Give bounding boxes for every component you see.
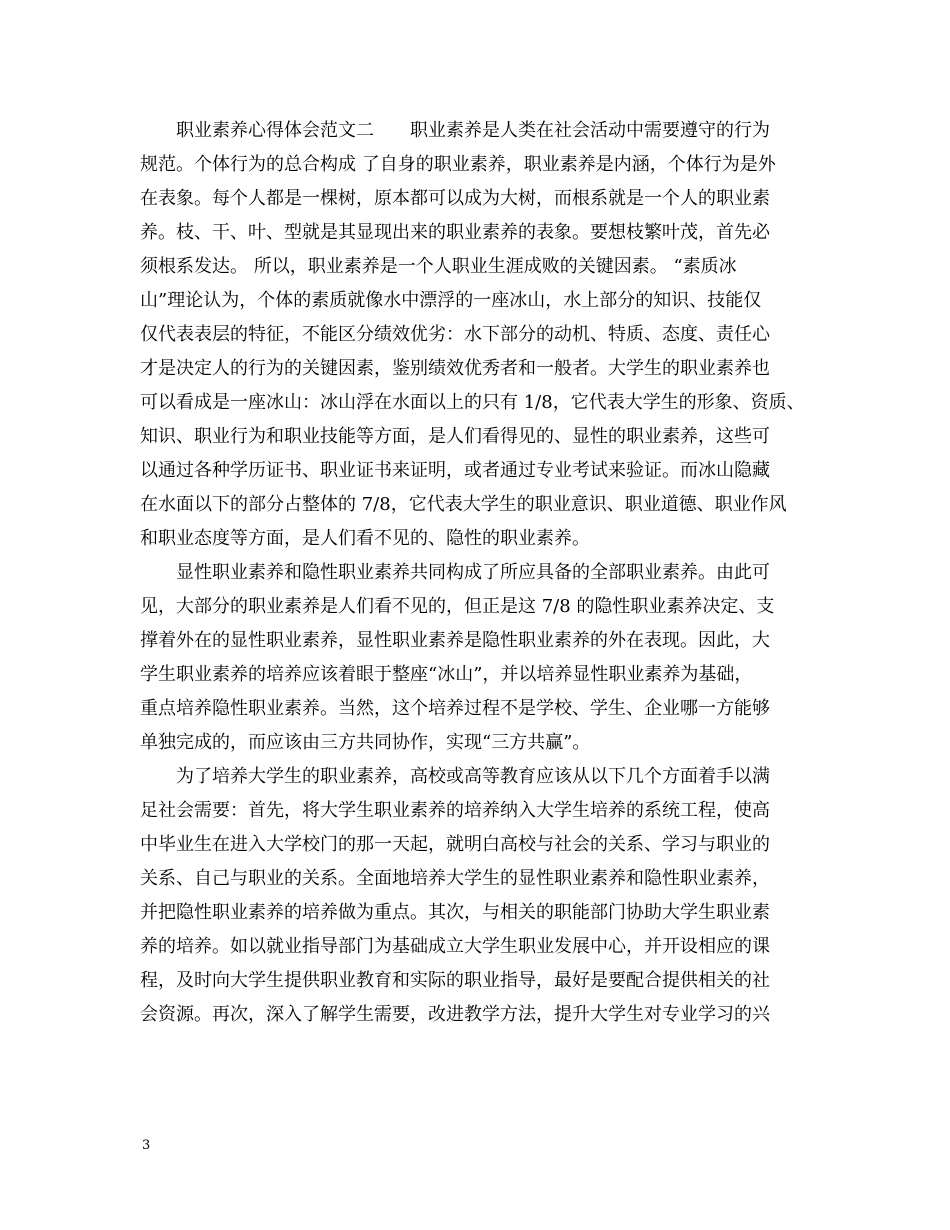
text-line: 程，及时向大学生提供职业教育和实际的职业指导，最好是要配合提供相关的社 [140,970,770,991]
text-line: 须根系发达。 所以，职业素养是一个人职业生涯成败的关键因素。 “素质冰 [140,256,737,277]
text-line: 养。枝、干、叶、型就是其显现出来的职业素养的表象。要想枝繁叶茂，首先必 [140,222,770,243]
text-line: 仅代表表层的特征，不能区分绩效优劣：水下部分的动机、特质、态度、责任心 [140,324,770,345]
text-line: 并把隐性职业素养的培养做为重点。其次，与相关的职能部门协助大学生职业素 [140,902,770,923]
text-line: 可以看成是一座冰山：冰山浮在水面以上的只有 1/8，它代表大学生的形象、资质、 [140,392,805,413]
text-line: 在水面以下的部分占整体的 7/8，它代表大学生的职业意识、职业道德、职业作风 [140,494,787,515]
text-line: 见，大部分的职业素养是人们看不见的，但正是这 7/8 的隐性职业素养决定、支 [140,596,775,617]
text-line: 会资源。再次，深入了解学生需要，改进教学方法，提升大学生对专业学习的兴 [140,1004,770,1025]
text-line: 学生职业素养的培养应该着眼于整座“冰山”，并以培养显性职业素养为基础， [140,664,753,685]
text-line: 显性职业素养和隐性职业素养共同构成了所应具备的全部职业素养。由此可 [140,562,770,583]
text-line: 和职业态度等方面，是人们看不见的、隐性的职业素养。 [140,528,590,549]
body-text [140,114,830,1032]
text-line: 规范。个体行为的总合构成 了自身的职业素养，职业素养是内涵，个体行为是外 [140,154,776,175]
text-line: 山”理论认为，个体的素质就像水中漂浮的一座冰山，水上部分的知识、技能仅 [140,290,762,311]
text-line: 足社会需要：首先，将大学生职业素养的培养纳入大学生培养的系统工程，使高 [140,800,770,821]
text-line: 中毕业生在进入大学校门的那一天起，就明白高校与社会的关系、学习与职业的 [140,834,770,855]
text-line: 单独完成的，而应该由三方共同协作，实现“三方共赢”。 [140,732,591,753]
text-line: 养的培养。如以就业指导部门为基础成立大学生职业发展中心，并开设相应的课 [140,936,770,957]
page-number: 3 [142,1138,151,1153]
text-line: 重点培养隐性职业素养。当然，这个培养过程不是学校、学生、企业哪一方能够 [140,698,770,719]
text-line: 撑着外在的显性职业素养，显性职业素养是隐性职业素养的外在表现。因此，大 [140,630,770,651]
text-line: 知识、职业行为和职业技能等方面，是人们看得见的、显性的职业素养，这些可 [140,426,770,447]
text-line: 职业素养心得体会范文二 职业素养是人类在社会活动中需要遵守的行为 [140,120,770,141]
text-line: 才是决定人的行为的关键因素，鉴别绩效优秀者和一般者。大学生的职业素养也 [140,358,770,379]
text-line: 在表象。每个人都是一棵树，原本都可以成为大树，而根系就是一个人的职业素 [140,188,770,209]
text-line: 为了培养大学生的职业素养，高校或高等教育应该从以下几个方面着手以满 [140,766,770,787]
text-line: 关系、自己与职业的关系。全面地培养大学生的显性职业素养和隐性职业素养， [140,868,770,889]
text-line: 以通过各种学历证书、职业证书来证明，或者通过专业考试来验证。而冰山隐藏 [140,460,770,481]
